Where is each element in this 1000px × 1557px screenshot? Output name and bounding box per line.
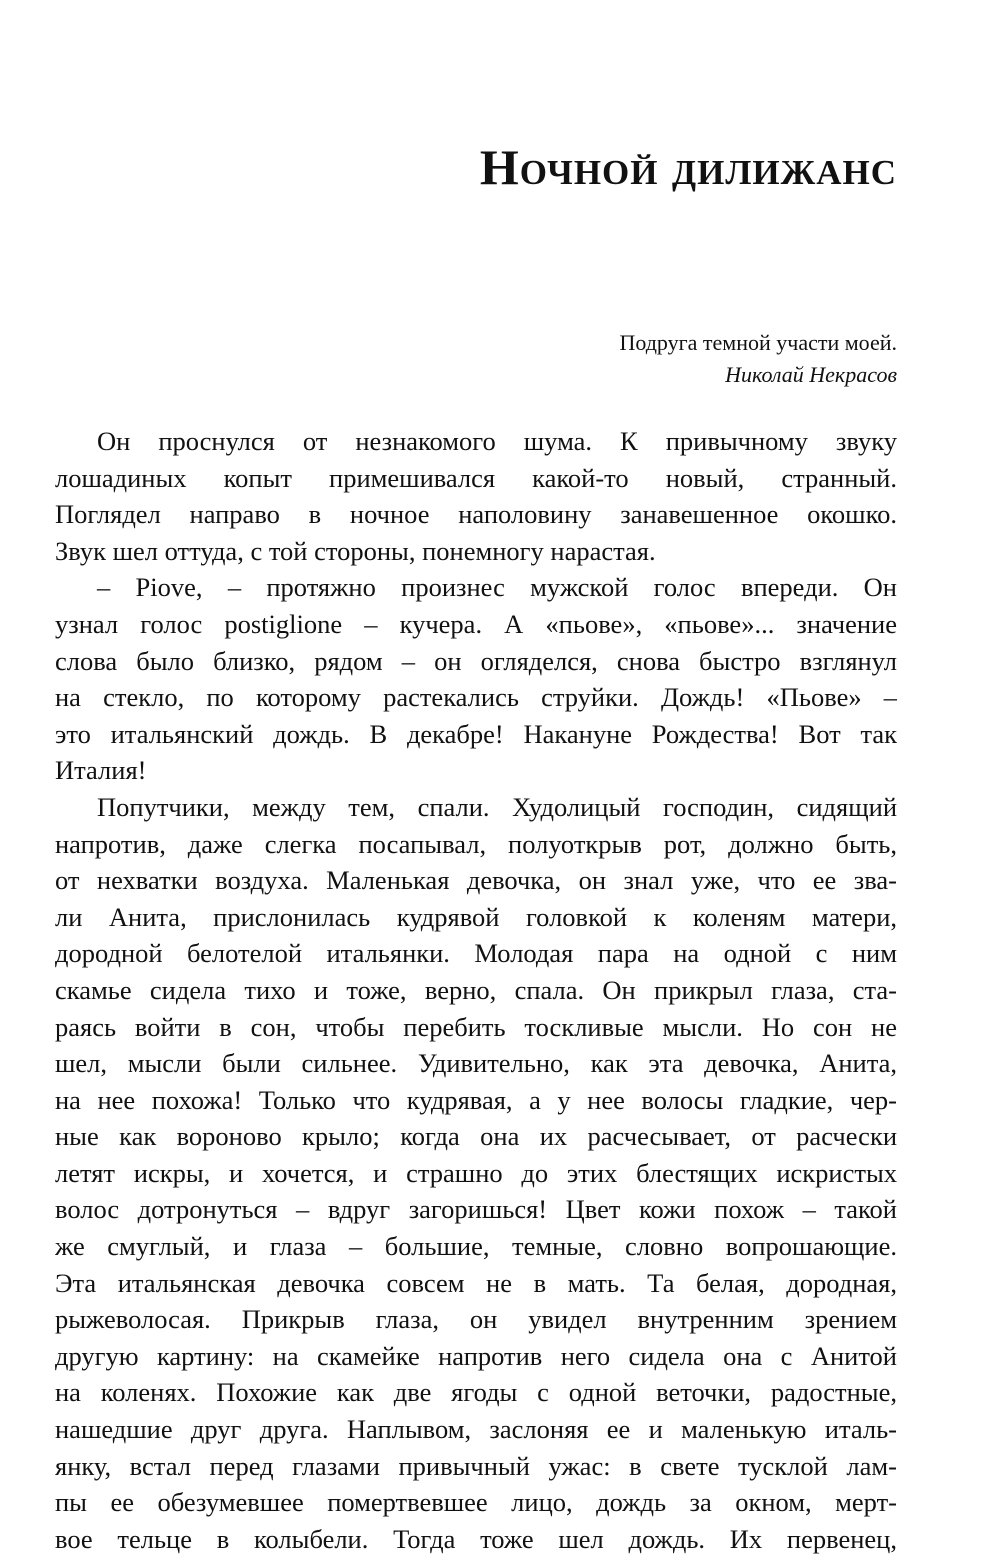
text-line: же смуглый, и глаза – большие, темные, словно вопрошающие.	[55, 1231, 897, 1262]
text-line: скамье сидела тихо и тоже, верно, спала. Он прикрыл глаза, ста-	[55, 974, 897, 1005]
text-line: на коленях. Похожие как две ягоды с одной веточки, радостные,	[55, 1377, 897, 1408]
text-line: Эта итальянская девочка совсем не в мать. Та белая, дородная,	[55, 1267, 897, 1298]
epigraph-author: Николай Некрасов	[725, 362, 897, 387]
text-line: Попутчики, между тем, спали. Худолицый господин, сидящий	[97, 791, 897, 822]
text-line: раясь войти в сон, чтобы перебить тоскливые мысли. Но сон не	[55, 1011, 897, 1042]
chapter-title: Ночной дилижанс	[479, 139, 897, 195]
text-line: Он проснулся от незнакомого шума. К привычному звуку	[97, 426, 897, 456]
text-line: летят искры, и хочется, и страшно до этих блестящих искристых	[55, 1157, 897, 1188]
text-line: ли Анита, прислонилась кудрявой головкой к коленям матери,	[55, 901, 897, 932]
text-line: на стекло, по которому растекались струйки. Дождь! «Пьове» –	[55, 682, 897, 713]
text-line: Звук шел оттуда, с той стороны, понемногу нарастая.	[55, 535, 656, 566]
text-line: янку, встал перед глазами привычный ужас: в свете тусклой лам-	[55, 1450, 897, 1481]
text-line: это итальянский дождь. В декабре! Накануне Рождества! Вот так	[55, 718, 897, 749]
text-line: ные как вороново крыло; когда она их расчесывает, от расчески	[55, 1121, 897, 1152]
text-line: лошадиных копыт примешивался какой-то новый, странный.	[55, 462, 897, 493]
text-line: нашедшие друг друга. Наплывом, заслоняя ее и маленькую италь-	[55, 1414, 897, 1445]
paragraph-2	[55, 569, 897, 789]
text-line: на нее похожа! Только что кудрявая, а у нее волосы гладкие, чер-	[55, 1084, 897, 1115]
text-line: дородной белотелой итальянки. Молодая пара на одной с ним	[55, 938, 897, 969]
text-line: другую картину: на скамейке напротив него сидела она с Анитой	[55, 1340, 897, 1371]
text-line: Италия!	[55, 755, 147, 786]
text-line: – Piove, – протяжно произнес мужской голос впереди. Он	[97, 572, 897, 603]
text-line: шел, мысли были сильнее. Удивительно, как эта девочка, Анита,	[55, 1048, 897, 1079]
text-line: слова было близко, рядом – он огляделся, снова быстро взглянул	[55, 645, 897, 676]
epigraph	[619, 327, 897, 391]
text-line: напротив, даже слегка посапывал, полуоткрыв рот, должно быть,	[55, 828, 897, 859]
text-line: волос дотронуться – вдруг загоришься! Цвет кожи похож – такой	[55, 1194, 897, 1225]
text-line: узнал голос postiglione – кучера. А «пьове», «пьове»... значение	[55, 608, 897, 639]
chapter-body	[55, 423, 897, 1557]
paragraph-3	[55, 789, 897, 1557]
paragraph-1	[55, 423, 897, 569]
text-line: вое тельце в колыбели. Тогда тоже шел дождь. Их первенец,	[55, 1523, 897, 1554]
text-line: рыжеволосая. Прикрыв глаза, он увидел внутренним зрением	[55, 1304, 897, 1335]
text-line: от нехватки воздуха. Маленькая девочка, он знал уже, что ее зва-	[55, 865, 897, 896]
text-line: Поглядел направо в ночное наполовину занавешенное окошко.	[55, 499, 897, 530]
epigraph-quote: Подруга темной участи моей.	[619, 330, 897, 355]
text-line: пы ее обезумевшее помертвевшее лицо, дождь за окном, мерт-	[55, 1487, 897, 1518]
